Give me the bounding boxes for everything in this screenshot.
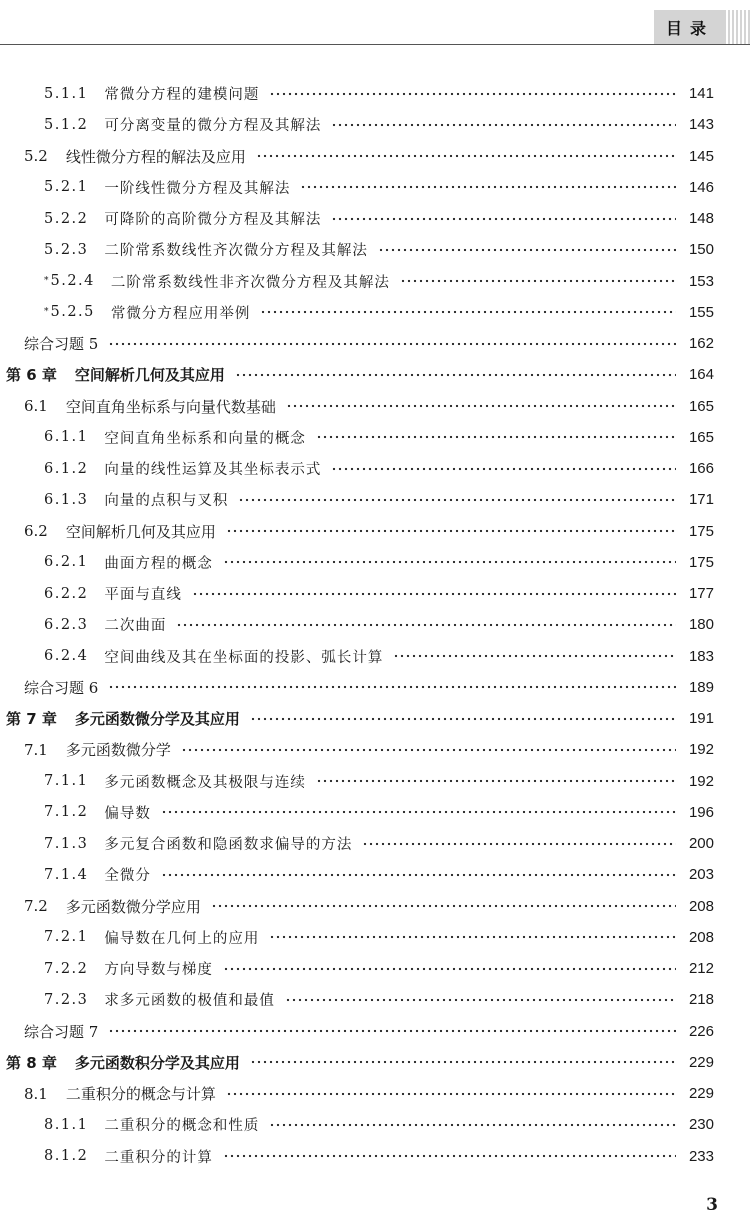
toc-entry-chapter bbox=[0, 703, 750, 734]
toc-entry-page: 175 bbox=[688, 553, 714, 571]
toc-entry-number: 7.2 bbox=[24, 897, 48, 916]
toc-entry-page: 183 bbox=[688, 647, 714, 665]
toc-entry-page: 155 bbox=[688, 303, 714, 321]
dot-leader bbox=[331, 120, 676, 130]
toc-entry-page: 230 bbox=[688, 1116, 714, 1134]
toc-entry-title: 一阶线性微分方程及其解法 bbox=[104, 180, 291, 197]
toc-entry-number: 7.1.3 bbox=[44, 835, 89, 852]
toc-entry-number: 6.1.3 bbox=[44, 491, 89, 508]
toc-entry-sub bbox=[0, 109, 750, 140]
toc-entry-title: 全微分 bbox=[104, 868, 151, 885]
toc-entry-page: 153 bbox=[688, 272, 714, 290]
dot-leader bbox=[256, 151, 676, 161]
toc-entry-title: 线性微分方程的解法及应用 bbox=[65, 147, 246, 166]
toc-entry-sub bbox=[0, 203, 750, 234]
dot-leader bbox=[250, 1057, 676, 1067]
toc-entry-page: 165 bbox=[688, 428, 714, 446]
toc-entry-title: 常微分方程的建模问题 bbox=[104, 87, 260, 104]
toc-entry-sub bbox=[0, 172, 750, 203]
toc-entry-page: 171 bbox=[688, 491, 714, 509]
toc-entry-page: 175 bbox=[688, 522, 714, 540]
toc-entry-sub bbox=[0, 422, 750, 453]
toc-entry-number: 7.1.1 bbox=[44, 773, 89, 790]
toc-entry-title: 多元函数微分学应用 bbox=[65, 897, 201, 916]
dot-leader bbox=[286, 401, 676, 411]
toc-entry-page: 218 bbox=[688, 991, 714, 1009]
toc-entry-number: 5.2.5 bbox=[50, 304, 95, 321]
toc-entry-number: 7.2.1 bbox=[44, 929, 89, 946]
toc-entry-sub bbox=[0, 547, 750, 578]
header-stripes-decoration bbox=[724, 10, 750, 44]
toc-entry-title: 多元函数概念及其极限与连续 bbox=[104, 774, 306, 791]
dot-leader bbox=[211, 901, 676, 911]
dot-leader bbox=[108, 1026, 676, 1036]
toc-entry-title: 偏导数 bbox=[104, 805, 151, 822]
toc-entry-chapter bbox=[0, 359, 750, 390]
toc-entry-page: 191 bbox=[688, 710, 714, 728]
toc-entry-number: 7.1.4 bbox=[44, 866, 89, 883]
toc-entry-title: 综合习题 5 bbox=[24, 335, 99, 354]
dot-leader bbox=[161, 870, 676, 880]
dot-leader bbox=[331, 464, 676, 474]
toc-entry-sub bbox=[0, 828, 750, 859]
toc-entry-title: 多元函数微分学及其应用 bbox=[74, 710, 240, 729]
toc-entry-title: 空间曲线及其在坐标面的投影、弧长计算 bbox=[104, 649, 384, 666]
dot-leader bbox=[331, 214, 676, 224]
toc-entry-title: 二重积分的概念与计算 bbox=[65, 1085, 216, 1104]
toc-entry-sub bbox=[0, 859, 750, 890]
toc-entry-title: 求多元函数的极值和最值 bbox=[104, 993, 275, 1010]
toc-entry-sub bbox=[0, 1109, 750, 1140]
toc-entry-number: 6.2.1 bbox=[44, 554, 89, 571]
dot-leader bbox=[285, 995, 676, 1005]
dot-leader bbox=[223, 964, 676, 974]
toc-entry-number: 第 8 章 bbox=[6, 1053, 57, 1072]
toc-entry-section bbox=[0, 734, 750, 765]
dot-leader bbox=[269, 1120, 676, 1130]
toc-entry-title: 可分离变量的微分方程及其解法 bbox=[104, 118, 322, 135]
dot-leader bbox=[269, 932, 676, 942]
toc-entry-number: 第 6 章 bbox=[6, 366, 57, 385]
toc-entry-number: 5.2.3 bbox=[44, 241, 89, 258]
toc-entry-page: 162 bbox=[688, 335, 714, 353]
toc-entry-title: 多元复合函数和隐函数求偏导的方法 bbox=[104, 837, 353, 854]
dot-leader bbox=[226, 526, 676, 536]
toc-entry-sub bbox=[0, 297, 750, 328]
toc-entry-title: 空间解析几何及其应用 bbox=[65, 522, 216, 541]
dot-leader bbox=[226, 1089, 676, 1099]
toc-entry-sub bbox=[0, 484, 750, 515]
dot-leader bbox=[176, 620, 676, 630]
toc-entry-page: 212 bbox=[688, 960, 714, 978]
toc-entry-sub bbox=[0, 922, 750, 953]
toc-entry-page: 192 bbox=[688, 772, 714, 790]
toc-entry-number: 第 7 章 bbox=[6, 710, 57, 729]
toc-entry-section bbox=[0, 141, 750, 172]
toc-entry-page: 192 bbox=[688, 741, 714, 759]
toc-entry-title: 方向导数与梯度 bbox=[104, 962, 213, 979]
header-tab bbox=[654, 10, 750, 44]
toc-entry-page: 146 bbox=[688, 178, 714, 196]
dot-leader bbox=[238, 495, 676, 505]
toc-entry-sub bbox=[0, 766, 750, 797]
toc-entry-title: 常微分方程应用举例 bbox=[110, 305, 251, 322]
toc-entry-section bbox=[0, 1078, 750, 1109]
toc-entry-section bbox=[0, 391, 750, 422]
toc-entry-section bbox=[0, 891, 750, 922]
toc-entry-title: 综合习题 6 bbox=[24, 678, 99, 697]
toc-entry-number: 8.1.1 bbox=[44, 1116, 89, 1133]
toc-entry-page: 180 bbox=[688, 616, 714, 634]
dot-leader bbox=[192, 589, 676, 599]
toc-entry-title: 二重积分的计算 bbox=[104, 1149, 213, 1166]
toc-entry-page: 229 bbox=[688, 1085, 714, 1103]
toc-entry-number: 6.1 bbox=[24, 397, 48, 416]
dot-leader bbox=[223, 557, 676, 567]
toc-entry-title: 偏导数在几何上的应用 bbox=[104, 930, 260, 947]
toc-entry-number: 5.1.1 bbox=[44, 85, 89, 102]
toc-entry-page: 143 bbox=[688, 116, 714, 134]
dot-leader bbox=[316, 776, 676, 786]
table-of-contents bbox=[0, 78, 750, 1172]
toc-entry-title: 二阶常系数线性非齐次微分方程及其解法 bbox=[110, 274, 390, 291]
toc-entry-page: 166 bbox=[688, 460, 714, 478]
dot-leader bbox=[393, 651, 676, 661]
dot-leader bbox=[260, 307, 676, 317]
dot-leader bbox=[378, 245, 676, 255]
dot-leader bbox=[181, 745, 676, 755]
toc-entry-number: 5.2 bbox=[24, 147, 48, 166]
toc-entry-title: 曲面方程的概念 bbox=[104, 555, 213, 572]
toc-entry-page: 189 bbox=[688, 678, 714, 696]
toc-entry-page: 177 bbox=[688, 585, 714, 603]
toc-entry-page: 165 bbox=[688, 397, 714, 415]
toc-entry-page: 208 bbox=[688, 897, 714, 915]
toc-entry-sub bbox=[0, 609, 750, 640]
dot-leader bbox=[161, 807, 676, 817]
toc-entry-number: 6.2.3 bbox=[44, 616, 89, 633]
toc-entry-page: 196 bbox=[688, 803, 714, 821]
header-title: 目录 bbox=[666, 19, 715, 38]
toc-entry-number: 8.1 bbox=[24, 1084, 48, 1103]
toc-entry-page: 203 bbox=[688, 866, 714, 884]
toc-entry-sub bbox=[0, 266, 750, 297]
dot-leader bbox=[223, 1151, 676, 1161]
toc-entry-sub bbox=[0, 797, 750, 828]
toc-entry-title: 空间直角坐标系与向量代数基础 bbox=[65, 397, 276, 416]
dot-leader bbox=[250, 714, 676, 724]
toc-entry-title: 向量的线性运算及其坐标表示式 bbox=[104, 462, 322, 479]
page-number: 3 bbox=[706, 1195, 718, 1215]
dot-leader bbox=[108, 339, 676, 349]
toc-entry-title: 多元函数积分学及其应用 bbox=[74, 1053, 240, 1072]
toc-entry-page: 200 bbox=[688, 835, 714, 853]
toc-entry-number: 7.2.3 bbox=[44, 991, 89, 1008]
toc-entry-title: 可降阶的高阶微分方程及其解法 bbox=[104, 212, 322, 229]
toc-entry-page: 226 bbox=[688, 1022, 714, 1040]
toc-entry-number: 6.2 bbox=[24, 522, 48, 541]
toc-entry-sub bbox=[0, 234, 750, 265]
toc-entry-page: 229 bbox=[688, 1053, 714, 1071]
dot-leader bbox=[300, 182, 676, 192]
toc-entry-page: 145 bbox=[688, 147, 714, 165]
toc-entry-review bbox=[0, 1016, 750, 1047]
toc-entry-sub bbox=[0, 78, 750, 109]
optional-marker: * bbox=[44, 307, 50, 318]
dot-leader bbox=[362, 839, 676, 849]
toc-entry-chapter bbox=[0, 1047, 750, 1078]
toc-entry-title: 向量的点积与叉积 bbox=[104, 493, 229, 510]
dot-leader bbox=[400, 276, 676, 286]
toc-entry-number: 7.2.2 bbox=[44, 960, 89, 977]
toc-entry-sub bbox=[0, 453, 750, 484]
toc-entry-page: 150 bbox=[688, 241, 714, 259]
toc-entry-title: 二次曲面 bbox=[104, 618, 167, 635]
toc-entry-title: 空间直角坐标系和向量的概念 bbox=[104, 430, 306, 447]
toc-entry-number: 5.1.2 bbox=[44, 116, 89, 133]
toc-entry-title: 二阶常系数线性齐次微分方程及其解法 bbox=[104, 243, 368, 260]
toc-entry-sub bbox=[0, 641, 750, 672]
toc-entry-title: 二重积分的概念和性质 bbox=[104, 1118, 260, 1135]
dot-leader bbox=[316, 432, 676, 442]
toc-entry-number: 6.1.1 bbox=[44, 429, 89, 446]
optional-marker: * bbox=[44, 276, 50, 287]
toc-entry-page: 233 bbox=[688, 1147, 714, 1165]
toc-entry-title: 空间解析几何及其应用 bbox=[74, 366, 225, 385]
toc-entry-number: 8.1.2 bbox=[44, 1148, 89, 1165]
toc-entry-number: 5.2.1 bbox=[44, 179, 89, 196]
toc-entry-page: 208 bbox=[688, 928, 714, 946]
dot-leader bbox=[108, 682, 676, 692]
toc-entry-title: 平面与直线 bbox=[104, 587, 182, 604]
toc-entry-number: 6.1.2 bbox=[44, 460, 89, 477]
dot-leader bbox=[235, 370, 676, 380]
toc-entry-number: 5.2.4 bbox=[50, 273, 95, 290]
dot-leader bbox=[269, 89, 676, 99]
toc-entry-section bbox=[0, 516, 750, 547]
toc-entry-number: 5.2.2 bbox=[44, 210, 89, 227]
toc-entry-title: 多元函数微分学 bbox=[65, 741, 171, 760]
toc-entry-page: 164 bbox=[688, 366, 714, 384]
toc-entry-sub bbox=[0, 578, 750, 609]
toc-entry-number: 6.2.2 bbox=[44, 585, 89, 602]
toc-entry-number: 7.1.2 bbox=[44, 804, 89, 821]
toc-entry-number: 7.1 bbox=[24, 740, 48, 759]
toc-entry-number: 6.2.4 bbox=[44, 648, 89, 665]
header-rule bbox=[0, 44, 750, 45]
toc-entry-review bbox=[0, 672, 750, 703]
toc-entry-sub bbox=[0, 953, 750, 984]
toc-entry-sub bbox=[0, 984, 750, 1015]
toc-entry-title: 综合习题 7 bbox=[24, 1022, 99, 1041]
toc-entry-page: 148 bbox=[688, 210, 714, 228]
toc-entry-review bbox=[0, 328, 750, 359]
toc-entry-sub bbox=[0, 1141, 750, 1172]
toc-entry-page: 141 bbox=[688, 85, 714, 103]
